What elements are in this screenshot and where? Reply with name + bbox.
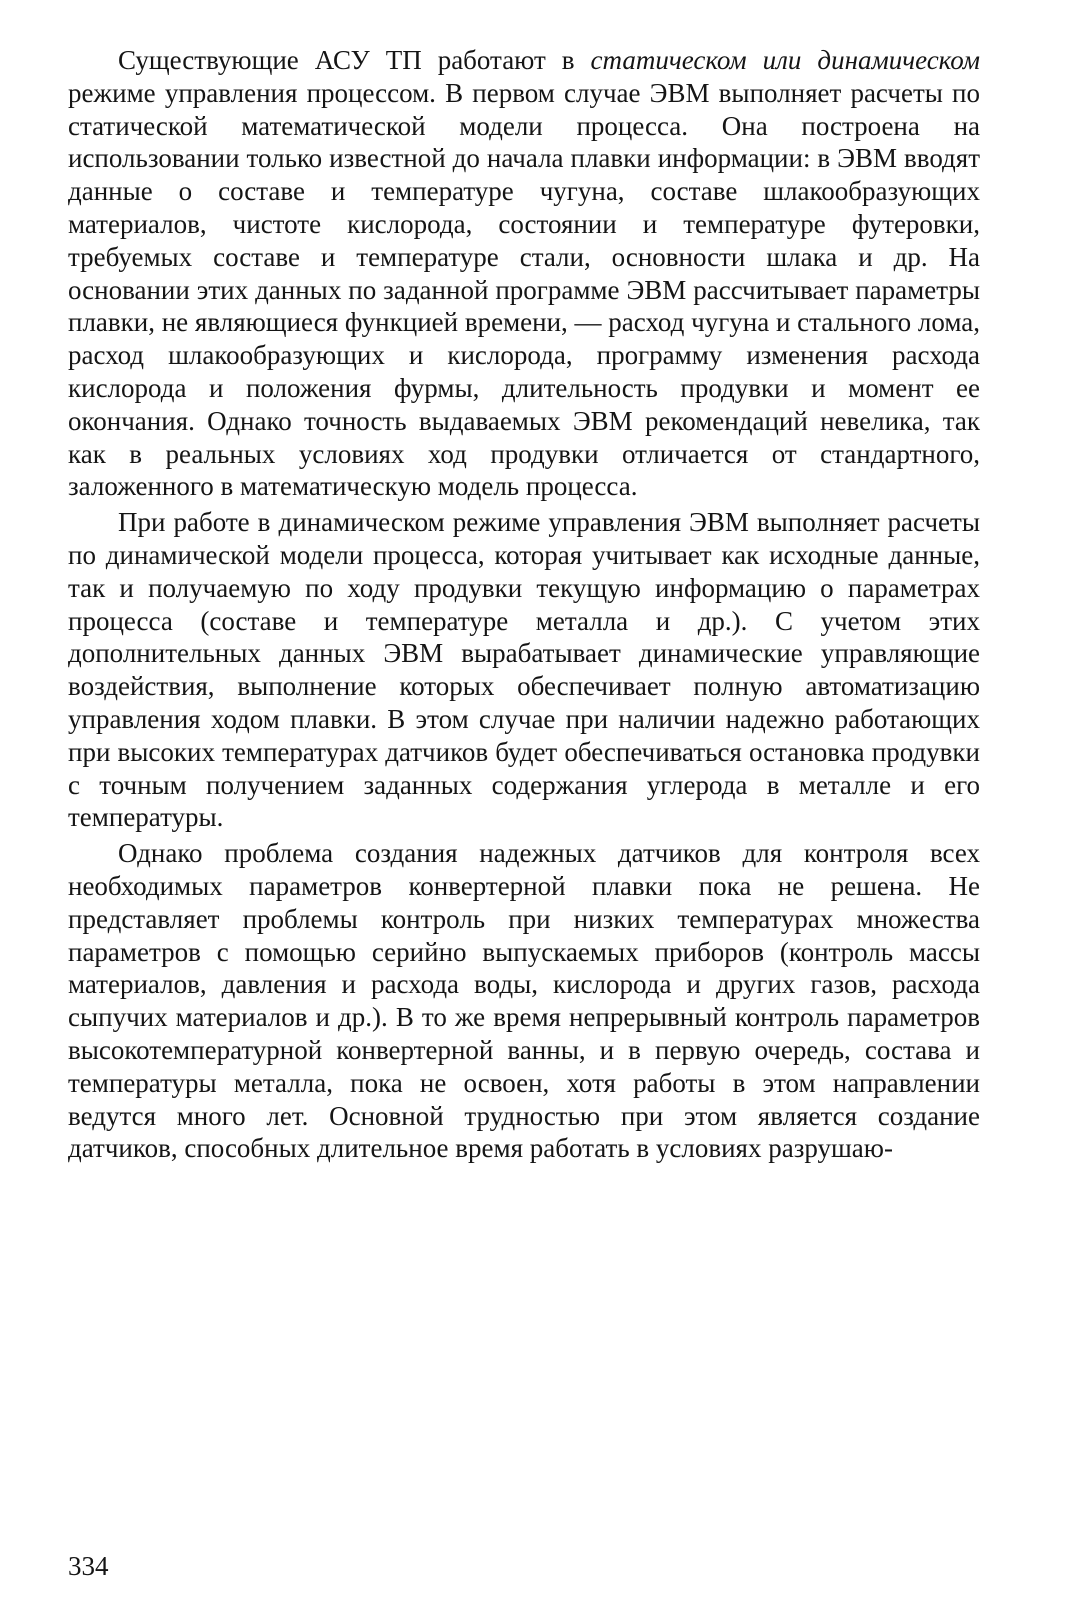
paragraph-1-text-end: режиме управления процессом. В первом случае ЭВМ выполняет расчеты по статической математической модели процесса. Она построена на использовании только известной до начала плавки информации: в ЭВМ вводят данные о составе и температуре чугуна, составе шлакообразующих материалов, чистоте кислорода, состоянии и температуре футеровки, требуемых составе и температуре стали, основности шлака и др. На основании этих данных по заданной программе ЭВМ рассчитывает параметры плавки, не являющиеся функцией времени, — расход чугуна и стального лома, расход шлакообразующих и кислорода, программу изменения расхода кислорода и положения фурмы, длительность продувки и момент ее окончания. Однако точность выдаваемых ЭВМ рекомендаций невелика, так как в реальных условиях ход продувки отличается от стандартного, заложенного в математическую модель процесса. <box>68 77 980 502</box>
paragraph-2: При работе в динамическом режиме управления ЭВМ выполняет расчеты по динамической модели процесса, которая учитывает как исходные данные, так и получаемую по ходу продувки текущую информацию о параметрах процесса (составе и температуре металла и др.). С учетом этих дополнительных данных ЭВМ вырабатывает динамические управляющие воздействия, выполнение которых обеспечивает полную автоматизацию управления ходом плавки. В этом случае при наличии надежно работающих при высоких температурах датчиков будет обеспечиваться остановка продувки с точным получением заданных содержания углерода в металле и его температуры. <box>68 507 980 833</box>
paragraph-1-text-start: Существующие АСУ ТП работают в <box>118 45 591 75</box>
paragraph-1-emphasis: статическом или динамическом <box>590 45 980 75</box>
paragraph-3: Однако проблема создания надежных датчиков для контроля всех необходимых параметров конвертерной плавки пока не решена. Не представляет проблемы контроль при низких температурах множества параметров с помощью серийно выпускаемых приборов (контроль массы материалов, давления и расхода воды, кислорода и других газов, расхода сыпучих материалов и др.). В то же время непрерывный контроль параметров высокотемпературной конвертерной ванны, и в первую очередь, состава и температуры металла, пока не освоен, хотя работы в этом направлении ведутся много лет. Основной трудностью при этом является создание датчиков, способных длительное время работать в условиях разрушаю- <box>68 838 980 1164</box>
page-number: 334 <box>68 1551 109 1581</box>
paragraph-1 <box>68 44 980 503</box>
page-body <box>68 44 980 1165</box>
